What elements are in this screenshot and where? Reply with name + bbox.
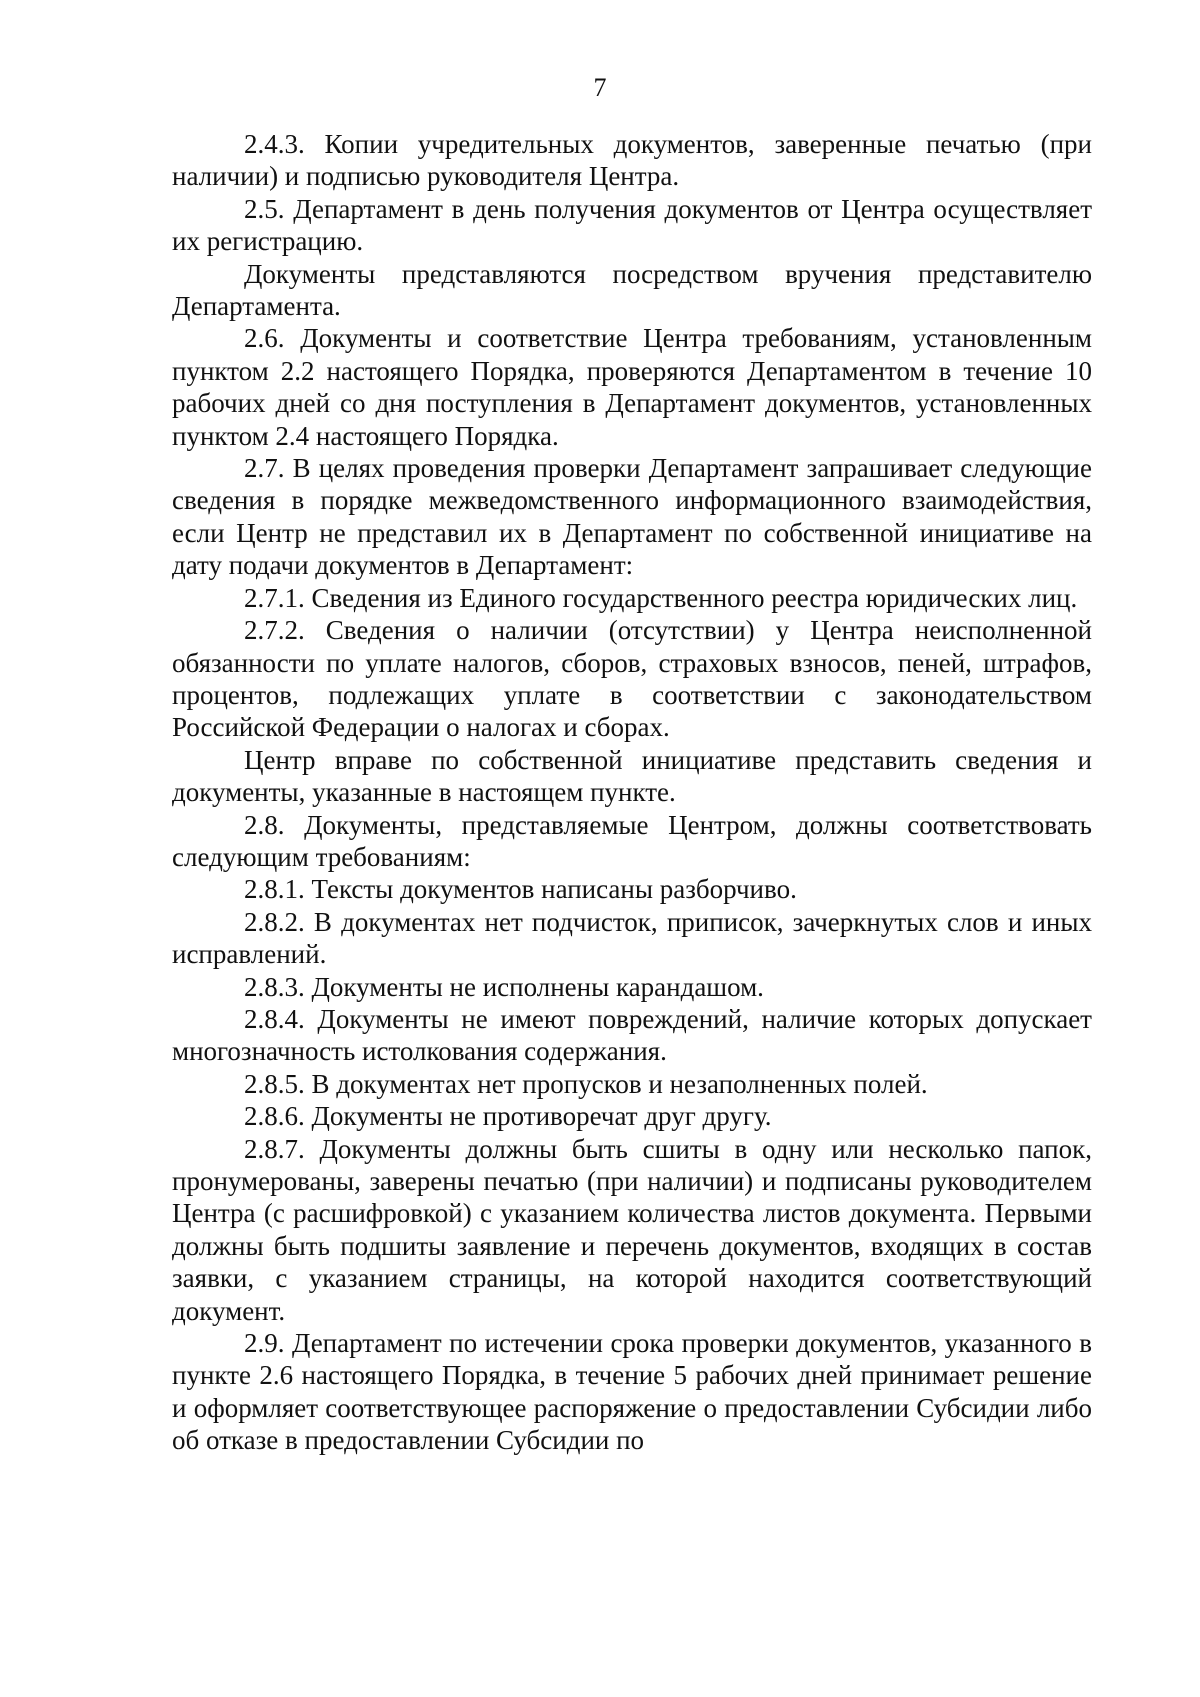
paragraph-2-7: 2.7. В целях проведения проверки Департамент запрашивает следующие сведения в порядке межведомственного информационного взаимодействия, если Центр не представил их в Департамент по собственной инициативе на дату подачи документов в Департамент: [172, 453, 1092, 581]
paragraph-2-5: 2.5. Департамент в день получения документов от Центра осуществляет их регистрацию. [172, 193, 1092, 257]
paragraph-2-4-3: 2.4.3. Копии учредительных документов, заверенные печатью (при наличии) и подписью руководителя Центра. [172, 129, 1092, 192]
paragraph-2-8-7: 2.8.7. Документы должны быть сшиты в одну или несколько папок, пронумерованы, заверены печатью (при наличии) и подписаны руководителем Центра (с расшифровкой) с указанием количества листов документа. Первыми должны быть подшиты заявление и перечень документов, входящих в состав заявки, с указанием страницы, на которой находится соответствующий документ. [172, 1133, 1092, 1326]
paragraph-2-6: 2.6. Документы и соответствие Центра требованиям, установленным пунктом 2.2 настоящего Порядка, проверяются Департаментом в течение 10 рабочих дней со дня поступления в Департамент документов, установленных пунктом 2.4 настоящего Порядка. [172, 323, 1092, 451]
paragraph-2-8-2: 2.8.2. В документах нет подчисток, приписок, зачеркнутых слов и иных исправлений. [172, 906, 1092, 970]
paragraph-2-9: 2.9. Департамент по истечении срока проверки документов, указанного в пункте 2.6 настоящего Порядка, в течение 5 рабочих дней принимает решение и оформляет соответствующее распоряжение о предоставлении Субсидии либо об отказе в предоставлении Субсидии по [172, 1328, 1092, 1456]
paragraph-2-7-2: 2.7.2. Сведения о наличии (отсутствии) у Центра неисполненной обязанности по уплате налогов, сборов, страховых взносов, пеней, штрафов, процентов, подлежащих уплате в соответствии с законодательством Российской Федерации о налогах и сборах. [172, 615, 1092, 743]
paragraph-2-7-initiative: Центр вправе по собственной инициативе представить сведения и документы, указанные в настоящем пункте. [172, 744, 1092, 808]
paragraph-2-8: 2.8. Документы, представляемые Центром, должны соответствовать следующим требованиям: [172, 809, 1092, 872]
paragraph-2-8-6: 2.8.6. Документы не противоречат друг другу. [244, 1101, 772, 1132]
paragraph-2-8-5: 2.8.5. В документах нет пропусков и незаполненных полей. [244, 1068, 928, 1099]
paragraph-2-5-delivery: Документы представляются посредством вручения представителю Департамента. [172, 258, 1092, 322]
document-body [172, 128, 1092, 1457]
page-number: 7 [593, 73, 607, 102]
paragraph-2-8-3: 2.8.3. Документы не исполнены карандашом. [244, 971, 764, 1002]
paragraph-2-8-1: 2.8.1. Тексты документов написаны разборчиво. [244, 874, 797, 905]
paragraph-2-8-4: 2.8.4. Документы не имеют повреждений, наличие которых допускает многозначность истолкования содержания. [172, 1003, 1092, 1067]
paragraph-2-7-1: 2.7.1. Сведения из Единого государственного реестра юридических лиц. [244, 582, 1078, 613]
